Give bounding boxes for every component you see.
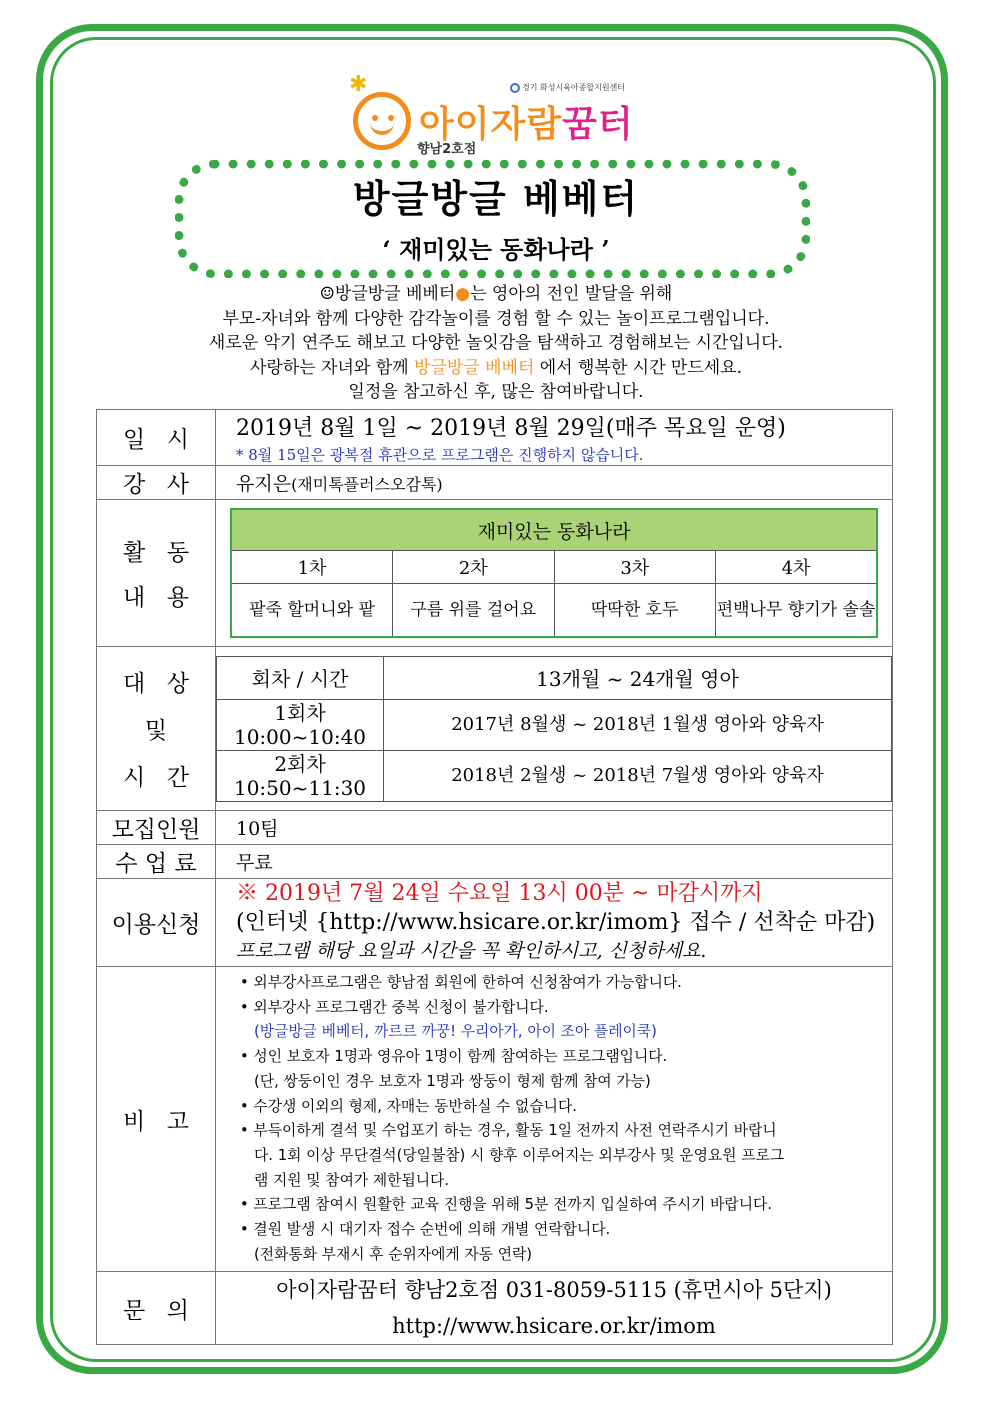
target-content: [216, 647, 893, 811]
remark-line: (방글방글 베베터, 까르르 까꿍! 우리아가, 아이 조아 플레이쿡): [254, 1023, 657, 1041]
contact-label: 문 의: [97, 1272, 216, 1345]
smile-icon: ☺: [319, 284, 335, 304]
activity-table: [230, 508, 878, 638]
logo-branch: 향남2호점: [417, 142, 477, 157]
session-4-activity: 편백나무 향기가 솔솔: [716, 584, 878, 638]
remarks-row: [97, 967, 893, 1272]
session-1-header: 1차: [231, 551, 393, 584]
page-subtitle: ‘ 재미있는 동화나라 ’: [382, 235, 610, 264]
target-row: [97, 647, 893, 811]
target-table: [216, 656, 892, 802]
activity-row: [97, 500, 893, 647]
capacity-label: 모집인원: [97, 811, 216, 845]
session-2-header: 2차: [393, 551, 555, 584]
contact-phone: 아이자람꿈터 향남2호점 031-8059-5115 (휴먼시아 5단지): [276, 1278, 832, 1303]
remark-line: • 성인 보호자 1명과 영유아 1명이 함께 참여하는 프로그램입니다.: [240, 1048, 668, 1066]
center-mark-icon: [510, 83, 520, 93]
session-1-activity: 팥죽 할머니와 팥: [231, 584, 393, 638]
remark-line: (단, 쌍둥이인 경우 보호자 1명과 쌍둥이 형제 함께 참여 가능): [254, 1072, 651, 1090]
schedule-value: 2019년 8월 1일 ~ 2019년 8월 29일(매주 목요일 운영) * 8월 15일은 광복절 휴관으로 프로그램은 진행하지 않습니다.: [216, 410, 893, 466]
schedule-label: 일 시: [97, 410, 216, 466]
remarks-label: 비 고: [97, 967, 216, 1272]
remark-line: • 외부강사프로그램은 향남점 회원에 한하여 신청참여가 가능합니다.: [240, 974, 682, 991]
remark-line: • 부득이하게 결석 및 수업포기 하는 경우, 활동 1일 전까지 사전 연락주시기 바랍니: [240, 1122, 777, 1140]
fee-label: 수 업 료: [97, 845, 216, 879]
remark-line: (전화통화 부재시 후 순위자에게 자동 연락): [254, 1245, 533, 1263]
round-2-time: 2회차 10:50~11:30: [217, 750, 384, 801]
target-label: 대 상 및 시 간: [97, 647, 216, 811]
schedule-row: [97, 410, 893, 466]
session-2-activity: 구름 위를 걸어요: [393, 584, 555, 638]
round-1-group: 2017년 8월생 ~ 2018년 1월생 영아와 양육자: [384, 699, 892, 750]
star-icon: ✱: [349, 72, 368, 97]
logo: [345, 72, 645, 162]
fee-row: [97, 845, 893, 879]
remark-line: • 수강생 이외의 형제, 자매는 동반하실 수 없습니다.: [240, 1097, 577, 1115]
instructor-label: 강 사: [97, 466, 216, 500]
application-row: [97, 879, 893, 967]
round-1-time: 1회차 10:00~10:40: [217, 699, 384, 750]
logo-center-name: 경기 화성시육아종합지원센터: [510, 82, 625, 93]
info-table: [96, 409, 893, 1345]
remark-line: • 프로그램 참여시 원활한 교육 진행을 위해 5분 전까지 입실하여 주시기 바랍니다.: [240, 1196, 772, 1214]
remark-line: 램 지원 및 참여가 제한됩니다.: [254, 1171, 450, 1189]
logo-wordmark: 아이자람꿈터: [419, 104, 634, 145]
session-4-header: 4차: [716, 551, 878, 584]
capacity-value: 10팀: [216, 811, 893, 845]
contact-value: [216, 1272, 893, 1345]
instructor-row: [97, 466, 893, 500]
remark-line: • 외부강사 프로그램간 중복 신청이 불가합니다.: [240, 998, 549, 1016]
contact-row: [97, 1272, 893, 1345]
dot-icon: ●: [455, 284, 471, 304]
application-label: 이용신청: [97, 879, 216, 967]
session-3-activity: 딱딱한 호두: [554, 584, 716, 638]
activity-theme: 재미있는 동화나라: [231, 509, 877, 551]
smiley-face-icon: [353, 92, 411, 150]
application-deadline: ※ 2019년 7월 24일 수요일 13시 00분 ~ 마감시까지: [236, 881, 763, 906]
application-url: (인터넷 {http://www.hsicare.or.kr/imom} 접수 / 선착순 마감): [236, 910, 876, 935]
remark-line: • 결원 발생 시 대기자 접수 순번에 의해 개별 연락합니다.: [240, 1221, 611, 1239]
remark-line: 다. 1회 이상 무단결석(당일불참) 시 향후 이루어지는 외부강사 및 운영요원 프로그: [254, 1146, 785, 1164]
target-header-age: 13개월 ~ 24개월 영아: [384, 656, 892, 699]
capacity-row: [97, 811, 893, 845]
application-note: 프로그램 해당 요일과 시간을 꼭 확인하시고, 신청하세요.: [236, 940, 707, 962]
session-3-header: 3차: [554, 551, 716, 584]
application-value: [216, 879, 893, 967]
contact-url: http://www.hsicare.or.kr/imom: [392, 1314, 716, 1339]
page-title: 방글방글 베베터: [352, 176, 640, 221]
intro-text: ☺방글방글 베베터●는 영아의 전인 발달을 위해 부모-자녀와 함께 다양한 감각놀이를 경험 할 수 있는 놀이프로그램입니다. 새로운 악기 연주도 해보고 다양한 놀잇감을 탐색하고 경험해보는 시간입니다. 사랑하는 자녀와 함께 방글방글 베베터 에서 행복한 시간 만드세요. 일정을 참고하신 후, 많은 참여바랍니다.: [208, 284, 784, 402]
round-2-group: 2018년 2월생 ~ 2018년 7월생 영아와 양육자: [384, 750, 892, 801]
remarks-content: [216, 967, 893, 1272]
activity-content: [216, 500, 893, 647]
activity-label: 활 동 내 용: [97, 500, 216, 647]
target-header-round: 회차 / 시간: [217, 656, 384, 699]
fee-value: 무료: [216, 845, 893, 879]
instructor-value: 유지은(재미톡플러스오감톡): [216, 466, 893, 500]
